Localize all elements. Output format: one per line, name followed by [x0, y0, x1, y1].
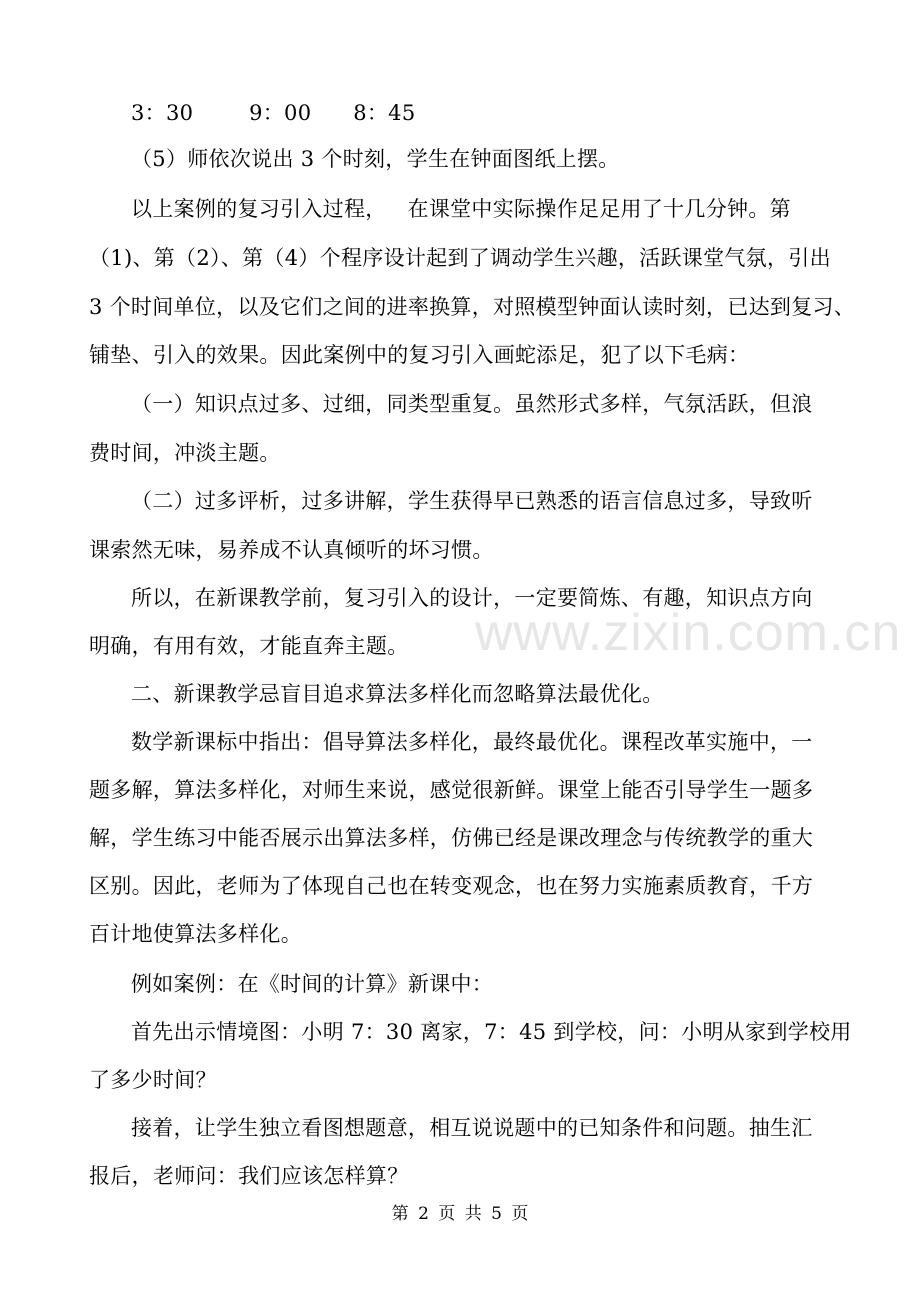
section-heading: 二、新课教学忌盲目追求算法多样化而忽略算法最优化。 [131, 682, 664, 706]
text-line: 解，学生练习中能否展示出算法多样，仿佛已经是课改理念与传统教学的重大 [89, 826, 814, 850]
text-line: 明确，有用有效，才能直奔主题。 [89, 634, 409, 658]
text-line: 题多解，算法多样化，对师生来说，感觉很新鲜。课堂上能否引导学生一题多 [89, 778, 814, 802]
text-line: 以上案例的复习引入过程， 在课堂中实际操作足足用了十几分钟。第 [131, 197, 791, 221]
text-line: 区别。因此，老师为了体现自己也在转变观念，也在努力实施素质教育，千方 [89, 874, 814, 898]
page-footer: 第 2 页 共 5 页 [391, 1204, 529, 1224]
text-line: 接着，让学生独立看图想题意，相互说说题中的已知条件和问题。抽生汇 [131, 1116, 813, 1140]
text-line: 3 个时间单位，以及它们之间的进率换算，对照模型钟面认读时刻，已达到复习、 [89, 295, 856, 319]
text-line: 百计地使算法多样化。 [89, 922, 302, 946]
text-line: 报后，老师问：我们应该怎样算？ [89, 1164, 409, 1188]
text-line: 首先出示情境图：小明 7：30 离家，7：45 到学校，问：小明从家到学校用 [131, 1020, 852, 1044]
text-line: 课索然无味，易养成不认真倾听的坏习惯。 [89, 538, 494, 562]
text-line: 例如案例：在《时间的计算》新课中： [131, 972, 494, 996]
text-line: 了多少时间？ [89, 1068, 217, 1092]
text-line: 所以，在新课教学前，复习引入的设计，一定要简炼、有趣，知识点方向 [131, 586, 813, 610]
text-line: （1)、第（2）、第（4）个程序设计起到了调动学生兴趣，活跃课堂气氛，引出 [89, 246, 831, 270]
text-line: （5）师依次说出 3 个时刻，学生在钟面图纸上摆。 [131, 147, 620, 171]
text-line: 铺垫、引入的效果。因此案例中的复习引入画蛇添足，犯了以下毛病： [89, 343, 750, 367]
text-line: 3：30 9：00 8：45 [131, 101, 416, 125]
text-line: 费时间，冲淡主题。 [89, 441, 281, 465]
watermark: www.zixin.com.cn [475, 604, 902, 662]
text-line: 数学新课标中指出：倡导算法多样化，最终最优化。课程改革实施中，一 [131, 730, 813, 754]
text-line: （二）过多评析，过多讲解，学生获得早已熟悉的语言信息过多，导致听 [131, 489, 813, 513]
text-line: （一）知识点过多、过细，同类型重复。虽然形式多样，气氛活跃，但浪 [131, 392, 813, 416]
